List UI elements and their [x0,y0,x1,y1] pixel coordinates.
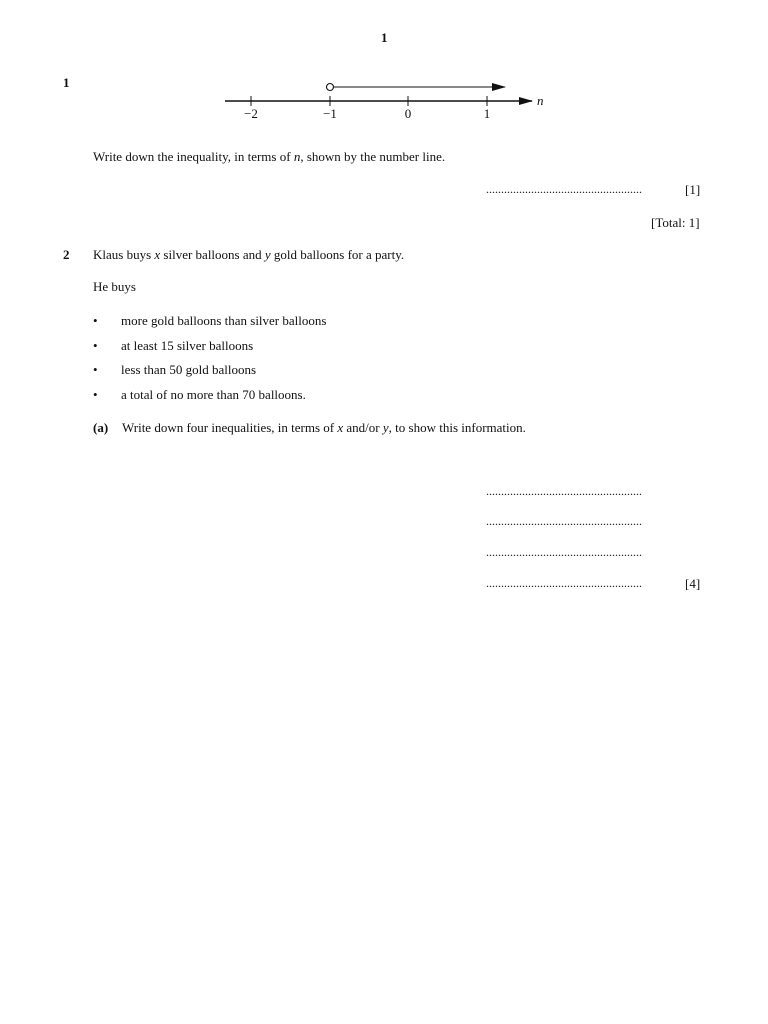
question-1-prompt [93,149,445,165]
answer-line[interactable]: .................................................... [486,514,642,528]
axis-variable-label: n [537,93,544,108]
question-2-intro [93,247,404,263]
question-2-number: 2 [63,247,70,262]
marks-label: [1] [685,182,701,197]
prompt-text: , to show this information. [388,420,526,435]
part-a-label: (a) [93,420,109,435]
he-buys-text: He buys [93,279,136,294]
bullet-symbol: • [93,338,98,353]
marks-label: [4] [685,576,701,591]
intro-text: Klaus buys [93,247,155,262]
intro-text: gold balloons for a party. [270,247,405,262]
bullet-item: more gold balloons than silver balloons [121,313,327,328]
answer-line[interactable]: .................................................... [486,545,642,559]
open-circle-endpoint [327,84,334,91]
bullet-symbol: • [93,362,98,377]
question-1-number: 1 [63,75,70,90]
question-total: [Total: 1] [651,215,700,230]
tick-label: −2 [244,106,258,121]
variable-y: y [264,247,271,262]
bullet-item: at least 15 silver balloons [121,338,254,353]
prompt-text: , shown by the number line. [300,149,446,164]
page-number: 1 [381,30,388,45]
variable-y: y [382,420,389,435]
variable-x: x [154,247,161,262]
bullet-symbol: • [93,387,98,402]
bullet-item: a total of no more than 70 balloons. [121,387,306,402]
intro-text: silver balloons and [160,247,265,262]
answer-line[interactable]: .................................................... [486,182,642,196]
part-a-prompt [122,420,526,436]
variable-n: n [293,149,301,164]
number-line-diagram [0,0,768,130]
variable-x: x [337,420,344,435]
tick-label: 0 [404,106,412,121]
prompt-text: and/or [343,420,383,435]
tick-label: 1 [483,106,491,121]
bullet-item: less than 50 gold balloons [121,362,257,377]
answer-line[interactable]: .................................................... [486,576,642,590]
bullet-symbol: • [93,313,98,328]
prompt-text: Write down the inequality, in terms of [93,149,294,164]
answer-line[interactable]: .................................................... [486,484,642,498]
prompt-text: Write down four inequalities, in terms of [122,420,338,435]
tick-label: −1 [323,106,337,121]
